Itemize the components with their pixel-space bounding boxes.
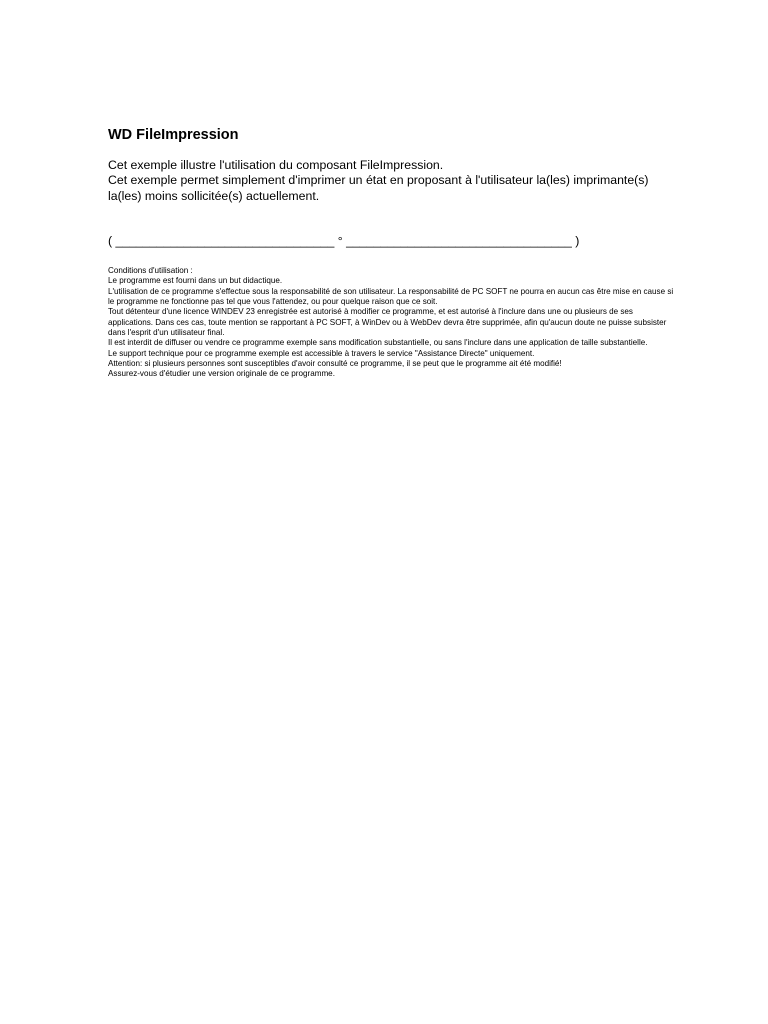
placeholder-field-line: ( ________________________________ ° _________________________________ ) <box>108 233 580 248</box>
conditions-paragraph: Assurez-vous d'étudier une version originale de ce programme. <box>108 369 335 379</box>
intro-line: Cet exemple permet simplement d'imprimer un état en proposant à l'utilisateur la(les) imprimante(s) la(les) moins sollicitée(s) actuellement. <box>108 173 649 203</box>
conditions-paragraph: Il est interdit de diffuser ou vendre ce programme exemple sans modification substantielle, ou sans l'inclure dans une application de taille substantielle. <box>108 338 648 348</box>
document-page <box>108 126 678 380</box>
conditions-paragraph: Attention: si plusieurs personnes sont susceptibles d'avoir consulté ce programme, il se peut que le programme ait été modifié! <box>108 358 562 368</box>
intro-line: Cet exemple illustre l'utilisation du composant FileImpression. <box>108 158 444 172</box>
conditions-paragraph: Le programme est fourni dans un but didactique. <box>108 276 283 286</box>
conditions-paragraph: Le support technique pour ce programme exemple est accessible à travers le service "Assistance Directe" uniquement. <box>108 348 535 358</box>
conditions-block <box>108 266 678 380</box>
intro-paragraph <box>108 158 678 204</box>
document-title: WD FileImpression <box>108 127 239 143</box>
conditions-paragraph: Tout détenteur d'une licence WINDEV 23 enregistrée est autorisé à modifier ce programme, et est autorisé à l'inclure dans une ou plusieurs de ses applications. Dans ces cas, toute mention se rapportant à PC SOFT, à WinDev ou à WebDev devra être supprimée, afin qu'aucun doute ne puisse subsister dans l'esprit d'un utilisateur final. <box>108 307 667 337</box>
conditions-heading: Conditions d'utilisation : <box>108 265 193 275</box>
conditions-paragraph: L'utilisation de ce programme s'effectue sous la responsabilité de son utilisateur. La responsabilité de PC SOFT ne pourra en aucun cas être mise en cause si le programme ne fonctionne pas tel que vous l'attendez, ou pour quelque raison que ce soit. <box>108 286 674 306</box>
